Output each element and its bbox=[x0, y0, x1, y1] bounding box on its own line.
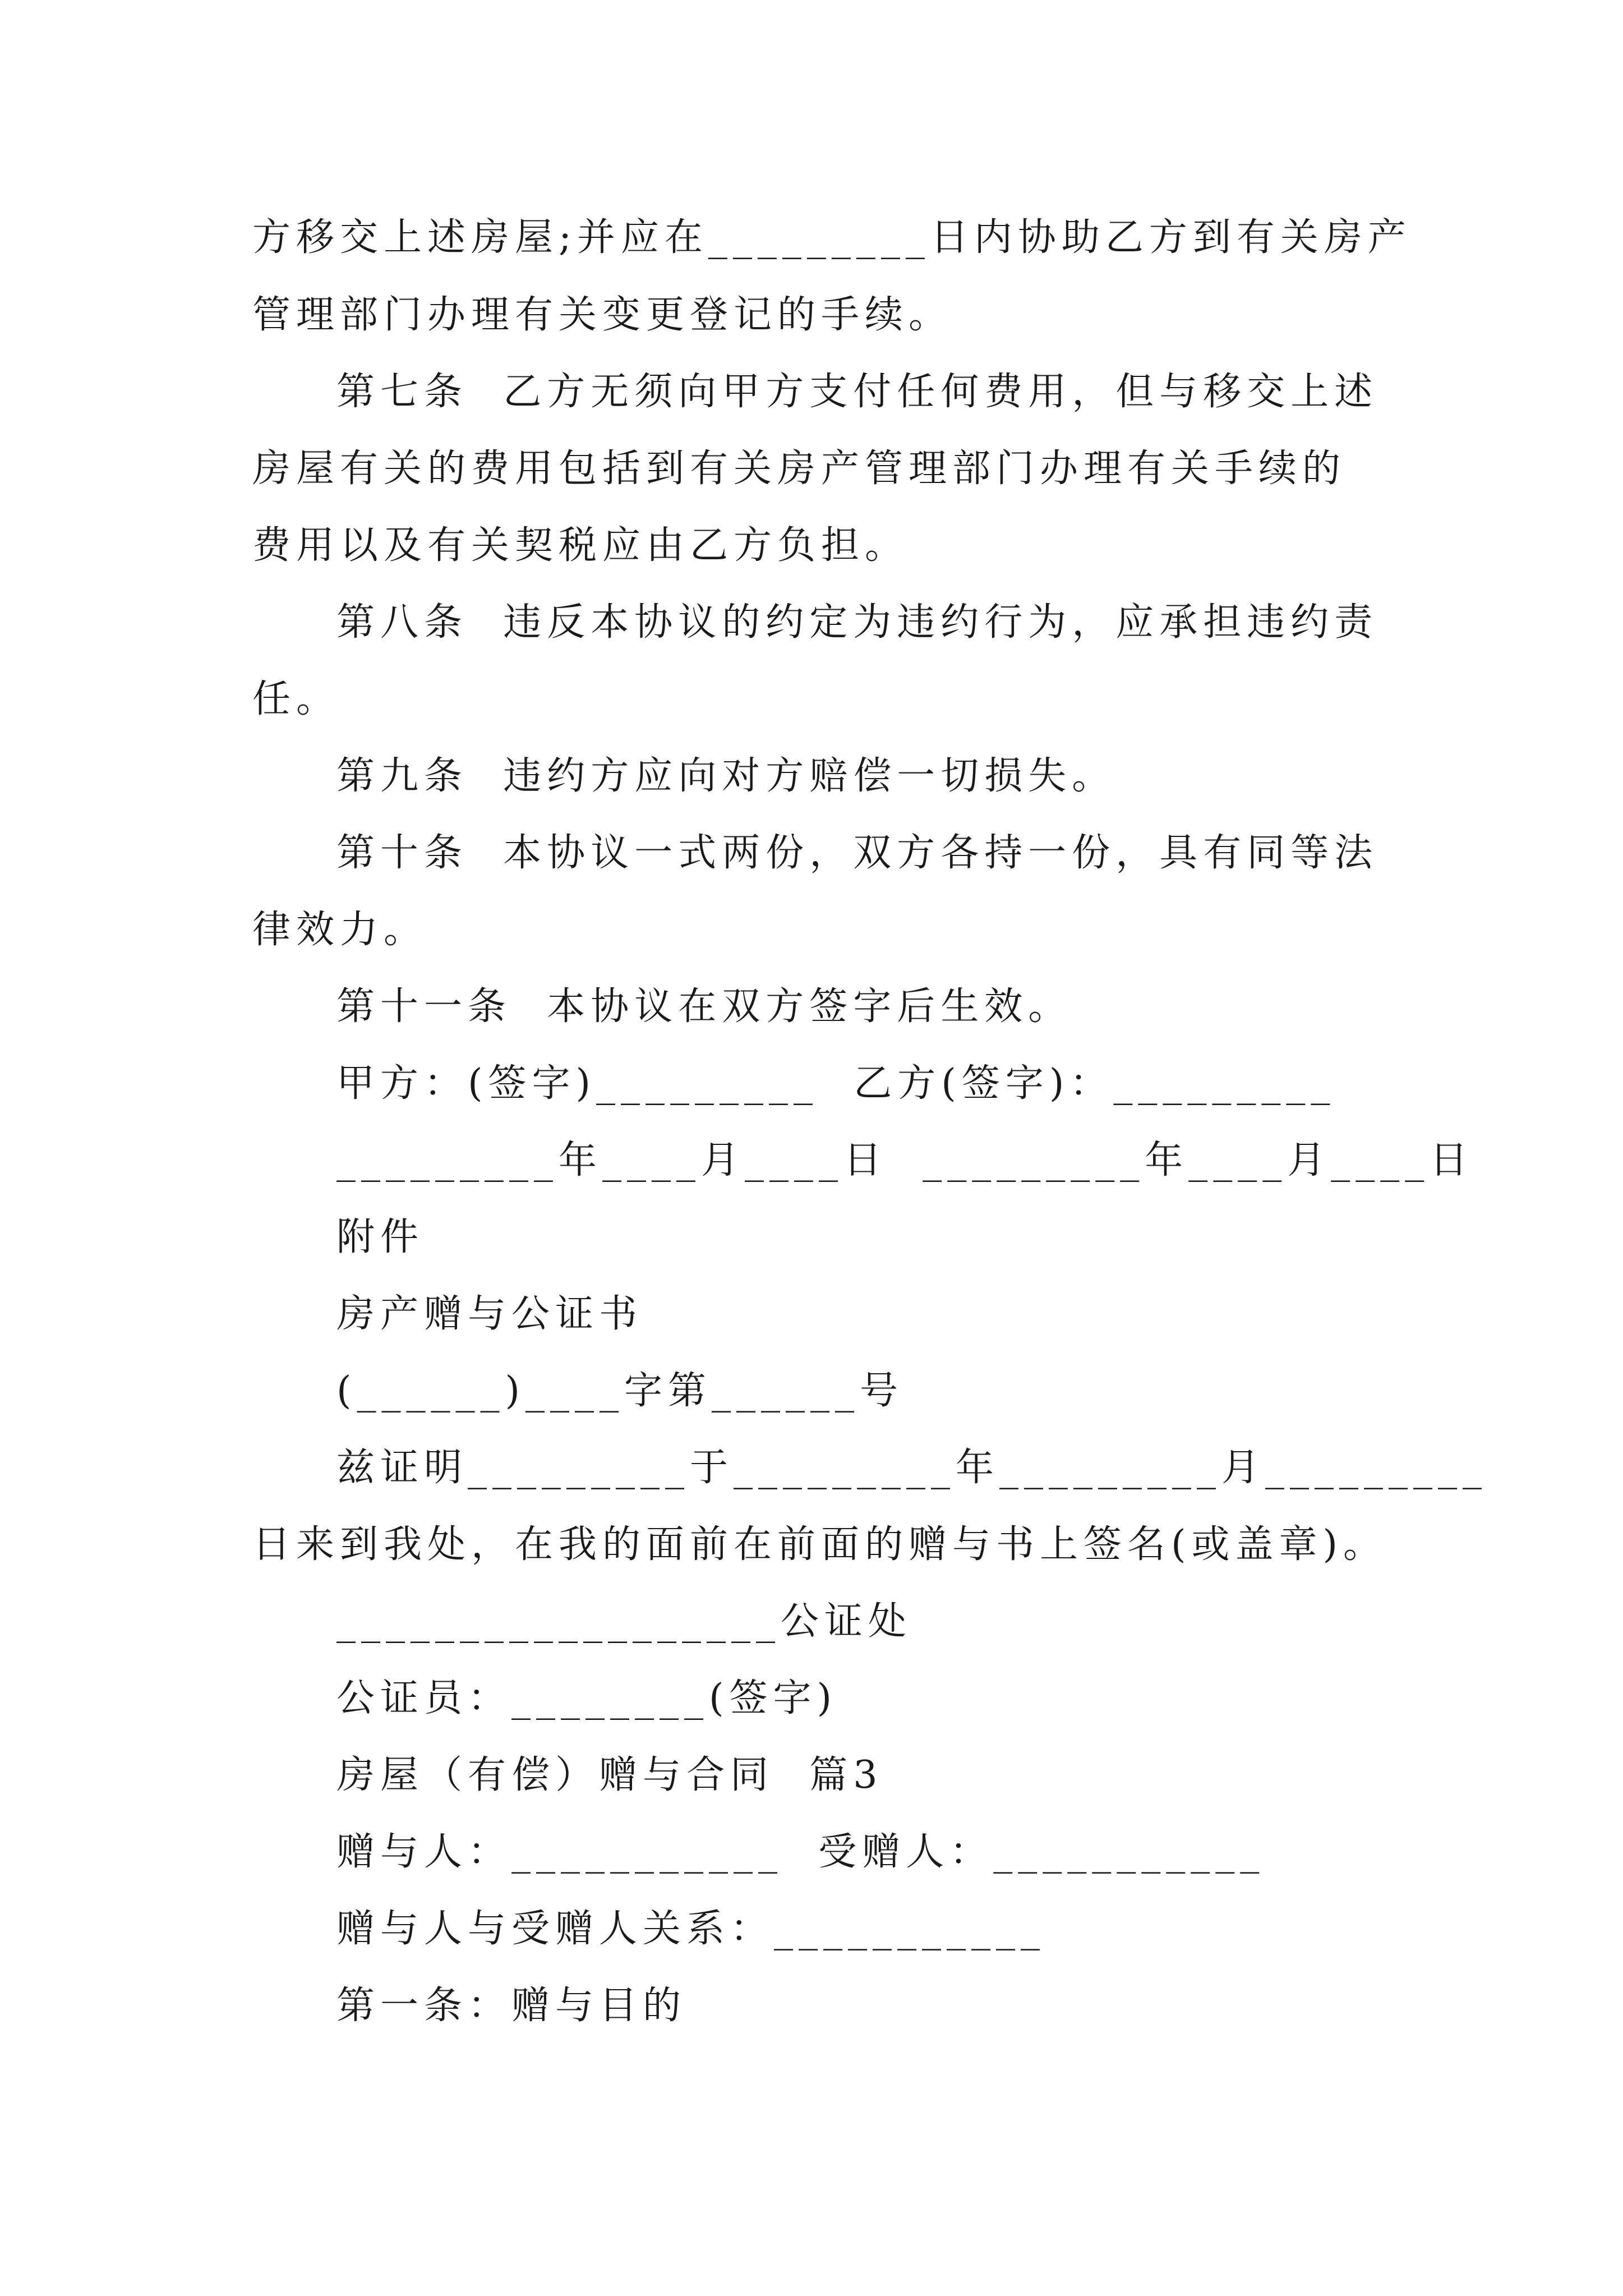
text-line: 第七条 乙方无须向甲方支付任何费用，但与移交上述 bbox=[336, 370, 1378, 414]
text-line: 日来到我处，在我的面前在前面的赠与书上签名(或盖章)。 bbox=[252, 1522, 1387, 1567]
signature-line: 甲方：(签字)_________ 乙方(签字)：_________ bbox=[336, 1061, 1336, 1106]
text-line: 赠与人：___________ 受赠人：___________ bbox=[336, 1830, 1265, 1874]
text-line: 管理部门办理有关变更登记的手续。 bbox=[252, 293, 953, 337]
text-line: 公证员：________(签字) bbox=[336, 1676, 838, 1720]
text-line: 第十一条 本协议在双方签字后生效。 bbox=[336, 984, 1072, 1029]
text-line: 第八条 违反本协议的约定为违约行为，应承担违约责 bbox=[336, 600, 1378, 645]
text-line: (______)____字第______号 bbox=[336, 1369, 904, 1413]
text-line: 任。 bbox=[252, 677, 340, 721]
text-line: 律效力。 bbox=[252, 908, 428, 952]
text-line: __________________公证处 bbox=[336, 1599, 912, 1644]
text-line: 费用以及有关契税应由乙方负担。 bbox=[252, 523, 909, 568]
text-line: 兹证明_________于_________年_________月_________ bbox=[336, 1446, 1488, 1490]
text-line: 房屋有关的费用包括到有关房产管理部门办理有关手续的 bbox=[252, 447, 1347, 491]
section-title: 房屋（有偿）赠与合同 篇3 bbox=[336, 1753, 883, 1797]
text-line: 第十条 本协议一式两份，双方各持一份，具有同等法 bbox=[336, 831, 1378, 875]
text-line: 第一条：赠与目的 bbox=[336, 1984, 687, 2028]
text-line: 第九条 违约方应向对方赔偿一切损失。 bbox=[336, 754, 1116, 798]
section-title: 房产赠与公证书 bbox=[336, 1292, 643, 1336]
date-line: _________年____月____日 _________年____月____日 bbox=[336, 1138, 1474, 1182]
text-line: 附件 bbox=[336, 1215, 425, 1259]
text-line: 赠与人与受赠人关系：___________ bbox=[336, 1907, 1046, 1951]
text-line: 方移交上述房屋;并应在_________日内协助乙方到有关房产 bbox=[252, 215, 1412, 260]
